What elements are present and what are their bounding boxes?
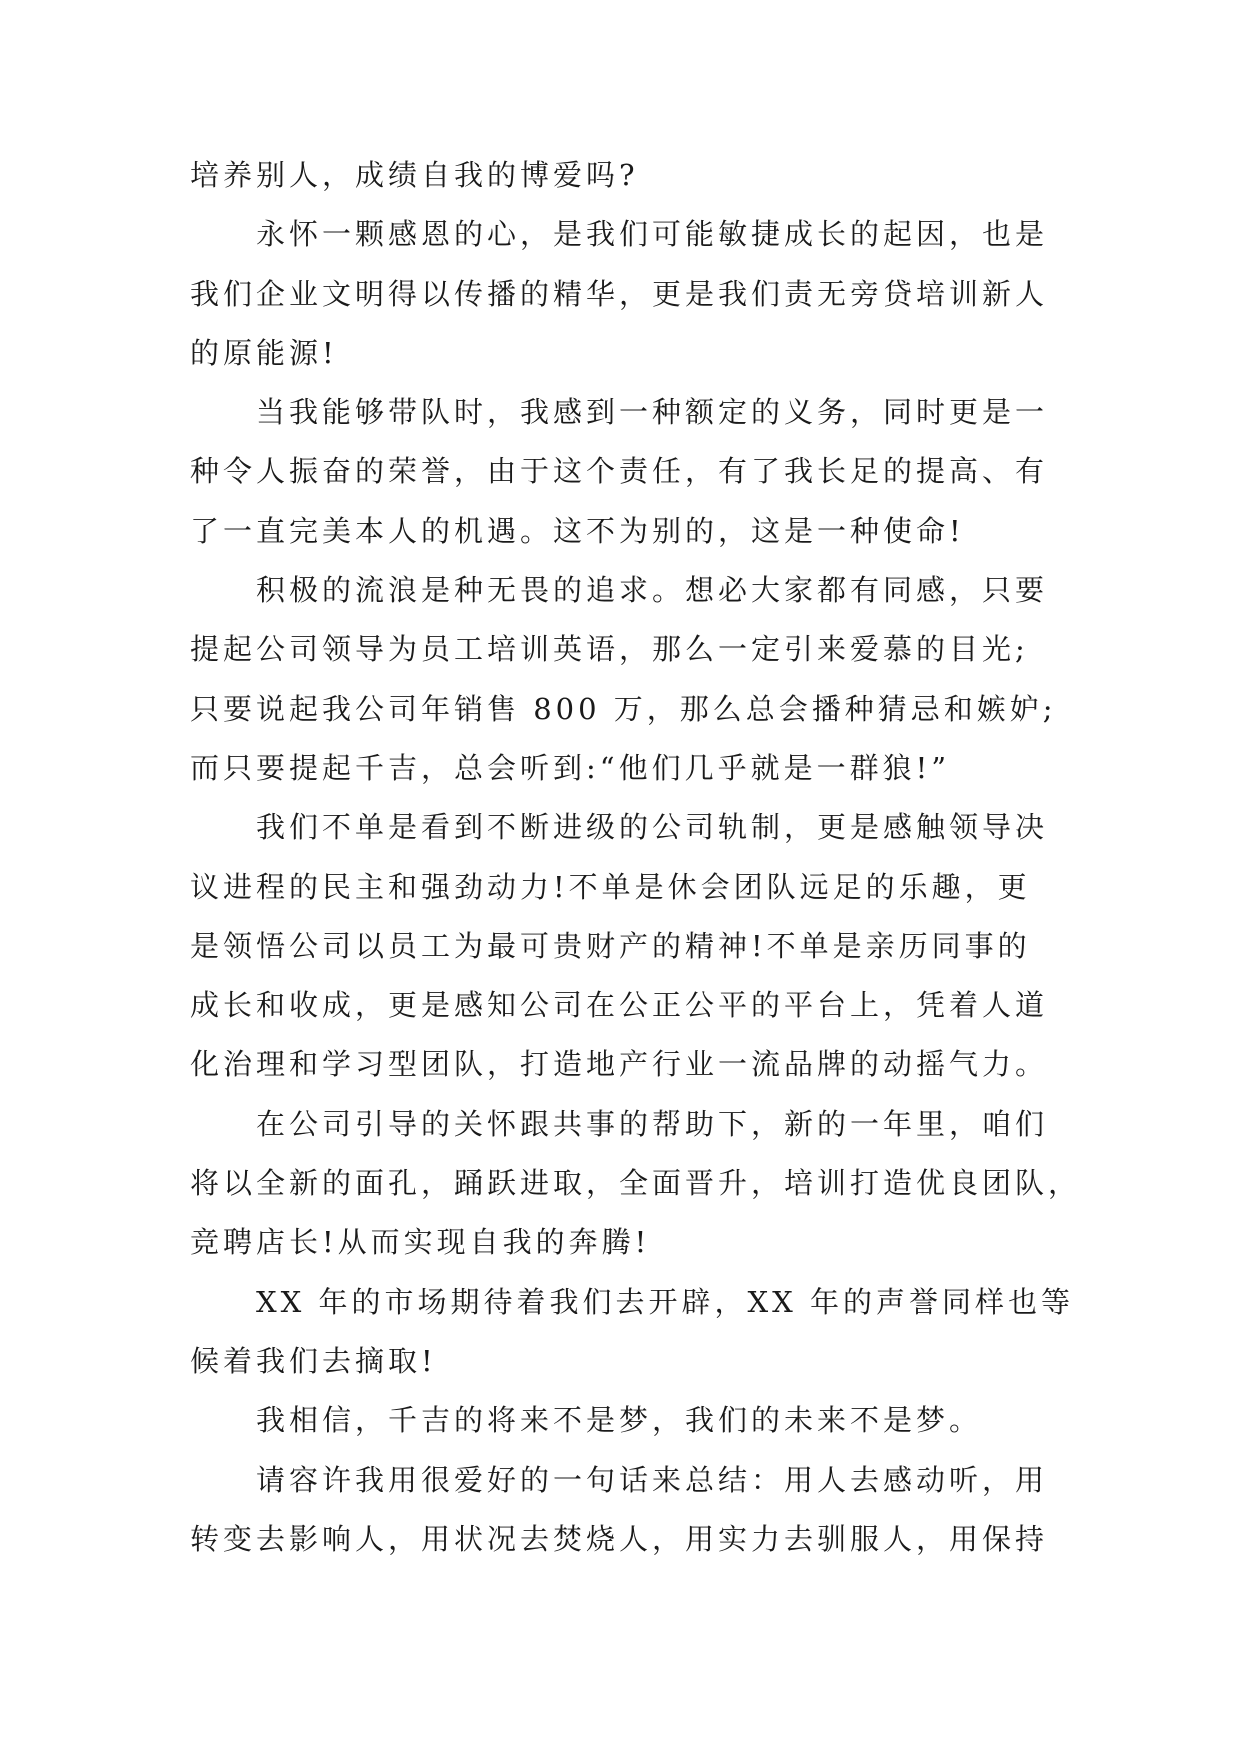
text-line: 竞聘店长!从而实现自我的奔腾! xyxy=(190,1225,651,1260)
text-line: 成长和收成，更是感知公司在公正公平的平台上，凭着人道 xyxy=(190,988,1049,1023)
text-line: 了一直完美本人的机遇。这不为别的，这是一种使命! xyxy=(190,513,965,548)
text-line: XX 年的市场期待着我们去开辟，XX 年的声誉同样也等 xyxy=(256,1284,1075,1319)
text-line: 种令人振奋的荣誉，由于这个责任，有了我长足的提高、有 xyxy=(190,454,1049,489)
text-line: 将以全新的面孔，踊跃进取，全面晋升，培训打造优良团队， xyxy=(190,1166,1082,1201)
text-line: 培养别人，成绩自我的博爱吗? xyxy=(190,158,639,192)
text-line: 积极的流浪是种无畏的追求。想必大家都有同感，只要 xyxy=(256,573,1049,608)
text-line: 转变去影响人，用状况去焚烧人，用实力去驯服人，用保持 xyxy=(190,1521,1049,1556)
text-line: 只要说起我公司年销售 800 万，那么总会播种猜忌和嫉妒; xyxy=(190,691,1057,726)
text-line: 我们企业文明得以传播的精华，更是我们责无旁贷培训新人 xyxy=(190,276,1049,311)
text-line: 我相信，千吉的将来不是梦，我们的未来不是梦。 xyxy=(256,1403,983,1438)
text-line: 的原能源! xyxy=(190,335,338,370)
text-line: 提起公司领导为员工培训英语，那么一定引来爱慕的目光; xyxy=(190,632,1029,667)
text-line: 请容许我用很爱好的一句话来总结：用人去感动听，用 xyxy=(256,1462,1049,1497)
text-line: 候着我们去摘取! xyxy=(190,1343,437,1378)
text-line: 而只要提起千吉，总会听到:“他们几乎就是一群狼!” xyxy=(190,750,951,785)
text-line: 是领悟公司以员工为最可贵财产的精神!不单是亲历同事的 xyxy=(190,928,1031,963)
text-line: 议进程的民主和强劲动力!不单是休会团队远足的乐趣，更 xyxy=(190,869,1031,904)
body-text xyxy=(190,158,1082,1584)
text-line: 在公司引导的关怀跟共事的帮助下，新的一年里，咱们 xyxy=(256,1106,1049,1141)
text-line: 化治理和学习型团队，打造地产行业一流品牌的动摇气力。 xyxy=(190,1047,1049,1082)
text-line: 当我能够带队时，我感到一种额定的义务，同时更是一 xyxy=(256,395,1049,430)
text-line: 我们不单是看到不断进级的公司轨制，更是感触领导决 xyxy=(256,810,1049,845)
text-line: 永怀一颗感恩的心，是我们可能敏捷成长的起因，也是 xyxy=(256,217,1049,252)
